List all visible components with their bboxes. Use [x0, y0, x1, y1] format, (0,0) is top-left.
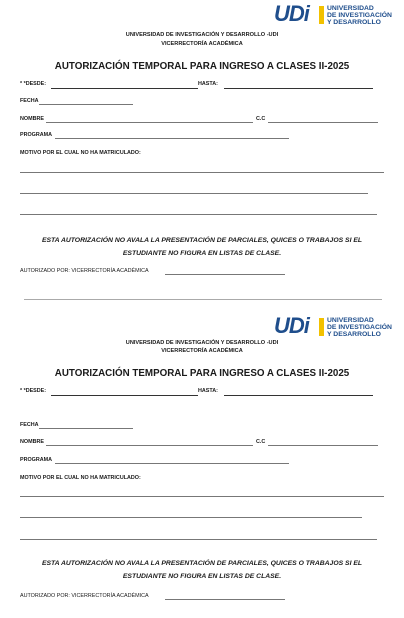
desde-field[interactable] — [51, 395, 198, 396]
hasta-label: HASTA: — [198, 388, 218, 394]
motivo-line-3[interactable] — [20, 214, 377, 215]
fecha-label: FECHA — [20, 422, 39, 428]
desde-label: * *DESDE: — [20, 81, 47, 87]
fecha-field[interactable] — [39, 428, 133, 429]
authorized-by-signature-field[interactable] — [165, 274, 285, 275]
nombre-label: NOMBRE — [20, 116, 44, 122]
motivo-line-3[interactable] — [20, 539, 377, 540]
programa-field[interactable] — [55, 463, 289, 464]
cc-field[interactable] — [268, 445, 378, 446]
hasta-label: HASTA: — [198, 81, 218, 87]
hasta-field[interactable] — [224, 395, 373, 396]
logo-wordmark: UNIVERSIDAD DE INVESTIGACIÓN Y DESARROLLO — [327, 317, 392, 339]
programa-label: PROGRAMA — [20, 457, 53, 463]
notice-text: ESTA AUTORIZACIÓN NO AVALA LA PRESENTACIÓN DE PARCIALES, QUICES O TRABAJOS SI EL ESTUDIANTE NO FIGURA EN LISTAS DE CLASE. — [41, 237, 363, 257]
motivo-line-1[interactable] — [20, 172, 384, 173]
cc-label: C.C — [256, 439, 266, 445]
motivo-line-2[interactable] — [20, 193, 368, 194]
programa-field[interactable] — [55, 138, 289, 139]
form-title: AUTORIZACIÓN TEMPORAL PARA INGRESO A CLASES II-2025 — [54, 61, 350, 72]
desde-label: * *DESDE: — [20, 388, 47, 394]
fecha-field[interactable] — [39, 104, 133, 105]
office-name: VICERRECTORÍA ACADÉMICA — [161, 348, 243, 354]
cc-label: C.C — [256, 116, 266, 122]
logo-mark: UDi — [274, 1, 309, 26]
nombre-field[interactable] — [46, 122, 253, 123]
nombre-label: NOMBRE — [20, 439, 44, 445]
authorized-by-label: AUTORIZADO POR: VICERRECTORÍA ACADÉMICA — [20, 268, 149, 274]
logo-accent-bar — [319, 318, 324, 336]
programa-label: PROGRAMA — [20, 132, 53, 138]
university-name: UNIVERSIDAD DE INVESTIGACIÓN Y DESARROLLO -UDI — [125, 340, 279, 346]
university-name: UNIVERSIDAD DE INVESTIGACIÓN Y DESARROLLO -UDI — [125, 32, 279, 38]
logo-mark: UDi — [274, 313, 309, 338]
hasta-field[interactable] — [224, 88, 373, 89]
form-title: AUTORIZACIÓN TEMPORAL PARA INGRESO A CLASES II-2025 — [54, 368, 350, 379]
authorized-by-signature-field[interactable] — [165, 599, 285, 600]
logo-accent-bar — [319, 6, 324, 24]
motivo-line-2[interactable] — [20, 517, 362, 518]
authorization-form-copy-1 — [0, 0, 404, 300]
nombre-field[interactable] — [46, 445, 253, 446]
cut-separator — [24, 299, 382, 300]
fecha-label: FECHA — [20, 98, 39, 104]
motivo-label: MOTIVO POR EL CUAL NO HA MATRICULADO: — [20, 475, 141, 481]
authorized-by-label: AUTORIZADO POR: VICERRECTORÍA ACADÉMICA — [20, 593, 149, 599]
notice-text: ESTA AUTORIZACIÓN NO AVALA LA PRESENTACIÓN DE PARCIALES, QUICES O TRABAJOS SI EL ESTUDIANTE NO FIGURA EN LISTAS DE CLASE. — [41, 560, 363, 580]
logo-wordmark: UNIVERSIDAD DE INVESTIGACIÓN Y DESARROLLO — [327, 5, 392, 27]
office-name: VICERRECTORÍA ACADÉMICA — [161, 41, 243, 47]
authorization-form-copy-2 — [0, 312, 404, 612]
motivo-label: MOTIVO POR EL CUAL NO HA MATRICULADO: — [20, 150, 141, 156]
motivo-line-1[interactable] — [20, 496, 384, 497]
desde-field[interactable] — [51, 88, 198, 89]
cc-field[interactable] — [268, 122, 378, 123]
